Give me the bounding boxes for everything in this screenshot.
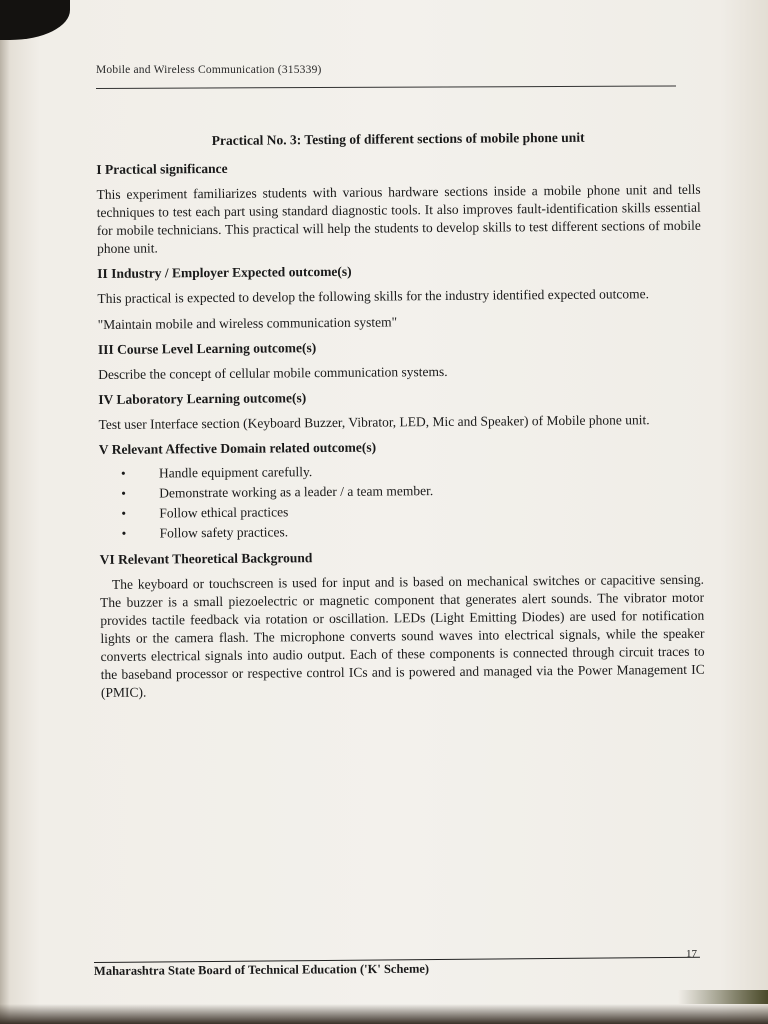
course-paragraph: Describe the concept of cellular mobile communication systems. — [98, 363, 448, 382]
section-heading-lab: IV Laboratory Learning outcome(s) — [98, 390, 307, 407]
lab-paragraph: Test user Interface section (Keyboard Buzzer, Vibrator, LED, Mic and Speaker) of Mobile phone unit. — [98, 412, 650, 432]
footer-board-name: Maharashtra State Board of Technical Education ('K' Scheme) — [93, 961, 430, 978]
affective-list — [99, 459, 704, 544]
significance-paragraph: This experiment familiarizes students with various hardware sections inside a mobile phone unit and tells techniques to test each part using standard diagnostic tools. It also improves fault-identification skills essential for mobile technicians. This practical will help the students to develop skills to test different sections of mobile phone unit. — [96, 181, 701, 256]
list-item: • Follow ethical practices — [99, 499, 703, 524]
running-header: Mobile and Wireless Communication (315339) — [96, 64, 322, 76]
page-corner-shadow — [0, 0, 70, 40]
list-item: • Handle equipment carefully. — [99, 459, 703, 484]
page-number: 17 — [686, 948, 697, 960]
practical-title: Practical No. 3: Testing of different sections of mobile phone unit — [211, 129, 585, 148]
bullet-icon: • — [121, 525, 127, 541]
bullet-icon: • — [121, 485, 126, 501]
page-edge-stain — [678, 990, 768, 1004]
list-item: • Follow safety practices. — [99, 519, 703, 544]
header-rule — [96, 85, 676, 89]
section-heading-course: III Course Level Learning outcome(s) — [97, 340, 317, 357]
list-item: • Demonstrate working as a leader / a team member. — [99, 479, 703, 504]
bullet-icon: • — [120, 465, 126, 481]
section-heading-industry: II Industry / Employer Expected outcome(s) — [97, 263, 352, 281]
page-content — [96, 123, 705, 710]
bullet-icon: • — [121, 505, 127, 521]
section-heading-affective: V Relevant Affective Domain related outcome(s) — [98, 439, 377, 457]
section-heading-significance: I Practical significance — [96, 160, 228, 177]
industry-quote: "Maintain mobile and wireless communication system" — [97, 314, 398, 332]
page-bottom-shadow — [0, 1004, 768, 1024]
section-heading-theory: VI Relevant Theoretical Background — [99, 550, 313, 567]
theory-paragraph: The keyboard or touchscreen is used for input and is based on mechanical switches or capacitive sensing. The buzzer is a small piezoelectric or magnetic component that generates alert sounds. The vibrator motor provides tactile feedback via rotation or oscillation. LEDs (Light Emitting Diodes) are used for notification lights or the camera flash. The microphone converts sound waves into electrical signals, while the speaker converts electrical signals into audio output. Each of these components is connected through circuit traces to the baseband processor or respective control ICs and is powered and managed via the Power Management IC (PMIC). — [100, 571, 705, 700]
industry-paragraph: This practical is expected to develop the following skills for the industry identified expected outcome. — [97, 286, 650, 306]
